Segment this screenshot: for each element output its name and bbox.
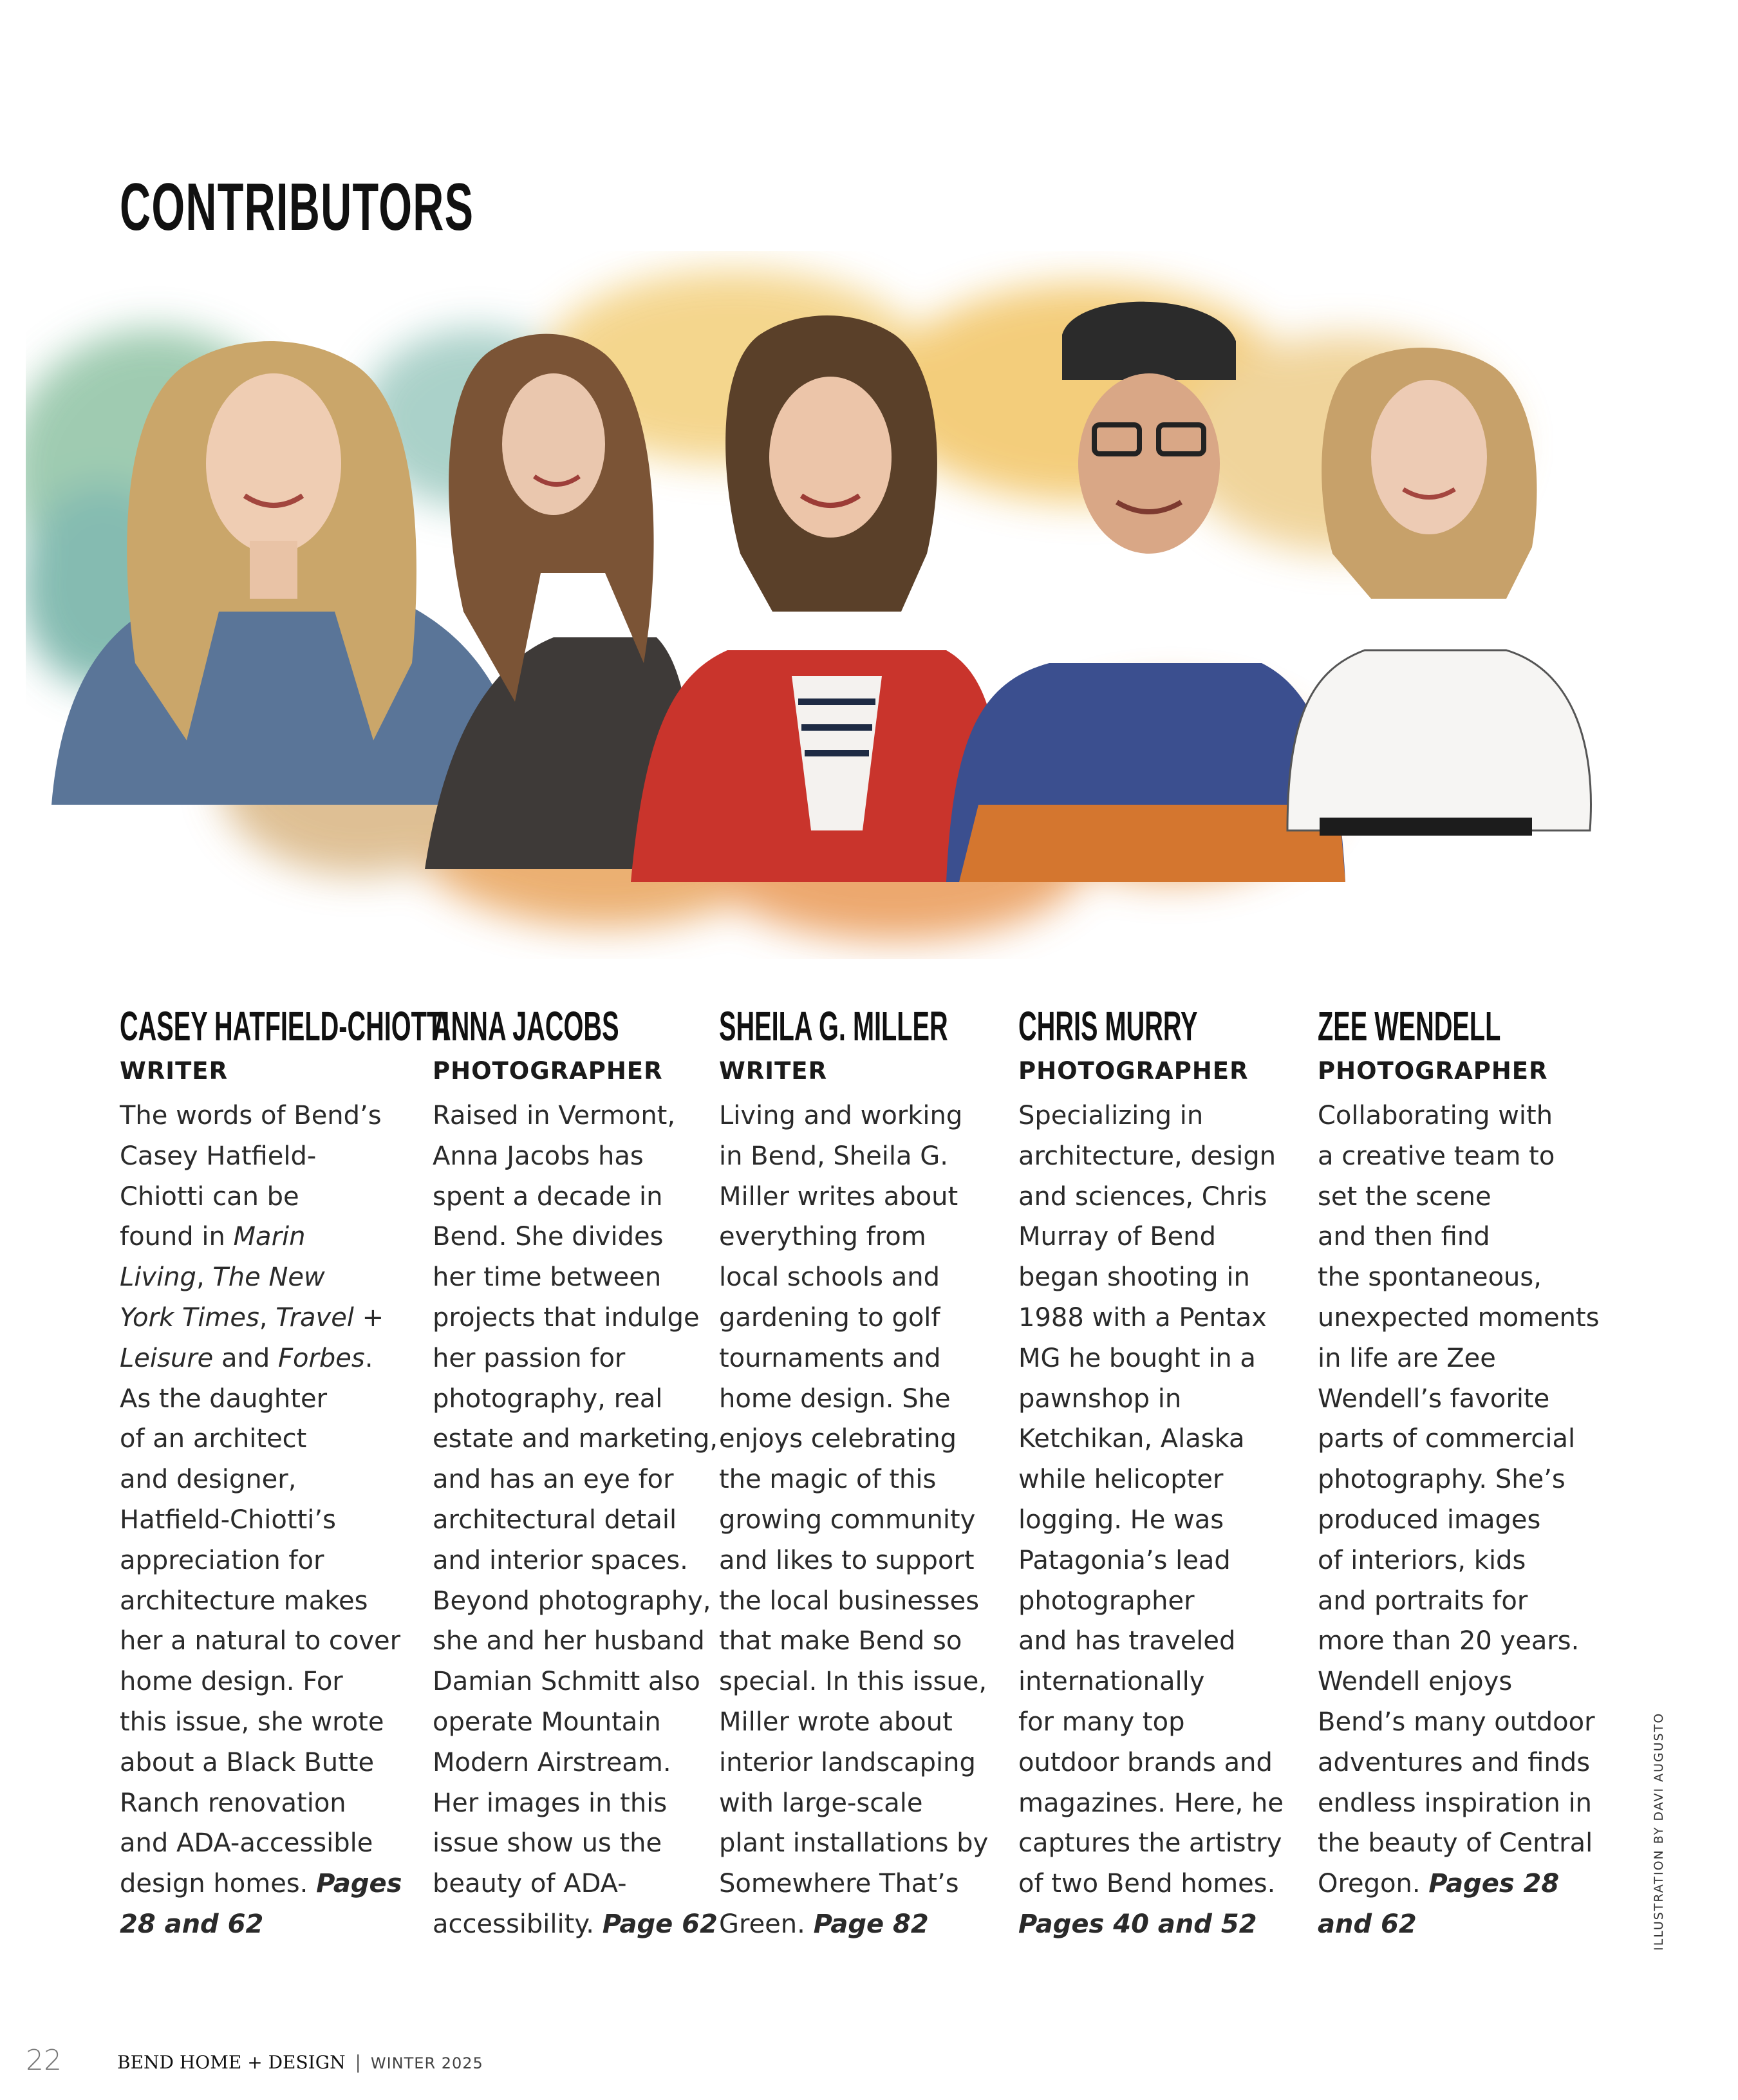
- bio-line: [1018, 1743, 1302, 1783]
- bio-text: Somewhere That’s: [719, 1869, 959, 1899]
- bio-line: [433, 1379, 716, 1420]
- contributor-bio: [1018, 1096, 1302, 1945]
- bio-line: [433, 1621, 716, 1662]
- publication-line: [117, 2052, 483, 2073]
- bio-line: [120, 1823, 403, 1864]
- bio-line: [120, 1177, 403, 1217]
- page-reference: Page 62: [602, 1909, 718, 1939]
- bio-text: design homes.: [120, 1869, 317, 1899]
- bio-line: [1018, 1702, 1302, 1743]
- bio-line: [1018, 1136, 1302, 1177]
- bio-line: [1318, 1541, 1601, 1581]
- bio-line: [433, 1298, 716, 1338]
- bio-line: [433, 1864, 716, 1904]
- contributor-role: PHOTOGRAPHER: [433, 1057, 663, 1085]
- contributor-bio: [120, 1096, 403, 1945]
- bio-text: projects that indulge: [433, 1302, 700, 1333]
- bio-text: Anna Jacobs has: [433, 1141, 644, 1171]
- bio-text: Casey Hatfield-: [120, 1141, 317, 1171]
- bio-text: Hatfield-Chiotti’s: [120, 1505, 336, 1535]
- bio-line: [1018, 1500, 1302, 1541]
- bio-text: the spontaneous,: [1318, 1262, 1542, 1293]
- bio-text: in life are Zee: [1318, 1343, 1496, 1373]
- bio-text: Living and working: [719, 1101, 963, 1130]
- bio-line: [1318, 1743, 1601, 1783]
- contributor-role: WRITER: [120, 1057, 229, 1085]
- bio-line: [120, 1864, 403, 1904]
- bio-text: and portraits for: [1318, 1586, 1528, 1616]
- bio-line: [1318, 1621, 1601, 1662]
- bio-text: home design. For: [120, 1667, 343, 1697]
- bio-line: [120, 1338, 403, 1379]
- page-reference: 28 and 62: [120, 1909, 264, 1939]
- bio-text: 1988 with a Pentax: [1018, 1302, 1267, 1333]
- bio-line: [1318, 1177, 1601, 1217]
- bio-line: [1018, 1541, 1302, 1581]
- bio-text: MG he bought in a: [1018, 1343, 1256, 1373]
- bio-line: [719, 1904, 1002, 1945]
- bio-line: [1018, 1823, 1302, 1864]
- bio-line: [719, 1096, 1002, 1136]
- contributors-illustration: [26, 251, 1616, 959]
- bio-line: [719, 1500, 1002, 1541]
- bio-text: the beauty of Central: [1318, 1828, 1593, 1859]
- bio-text: Collaborating with: [1318, 1101, 1553, 1130]
- bio-text: the magic of this: [719, 1465, 937, 1495]
- bio-text: Wendell enjoys: [1318, 1667, 1513, 1697]
- bio-text: and has an eye for: [433, 1465, 674, 1495]
- contributor-name: CASEY HATFIELD-CHIOTTI: [120, 1003, 450, 1049]
- publication-name: BEND HOME + DESIGN: [117, 2052, 346, 2073]
- bio-text: plant installations by: [719, 1828, 989, 1859]
- issue-label: WINTER 2025: [370, 2054, 483, 2072]
- bio-text: interior landscaping: [719, 1747, 976, 1777]
- bio-text: photography. She’s: [1318, 1465, 1565, 1495]
- bio-text: Beyond photography,: [433, 1586, 711, 1616]
- bio-line: [433, 1783, 716, 1824]
- publication-title: York Times: [120, 1302, 259, 1333]
- bio-line: [120, 1217, 403, 1257]
- page-reference: Pages: [316, 1869, 402, 1899]
- bio-text: Wendell’s favorite: [1318, 1383, 1550, 1414]
- bio-line: [1018, 1298, 1302, 1338]
- bio-line: [1318, 1662, 1601, 1702]
- bio-line: [1318, 1823, 1601, 1864]
- bio-text: her passion for: [433, 1343, 626, 1373]
- bio-line: [719, 1621, 1002, 1662]
- bio-text: Specializing in: [1018, 1101, 1204, 1130]
- bio-text: Modern Airstream.: [433, 1747, 671, 1777]
- bio-line: [1018, 1379, 1302, 1420]
- portrait-zee: [1287, 348, 1591, 836]
- bio-text: adventures and finds: [1318, 1747, 1591, 1777]
- bio-line: [1018, 1459, 1302, 1500]
- bio-line: [1018, 1904, 1302, 1945]
- bio-text: endless inspiration in: [1318, 1788, 1593, 1818]
- bio-line: [719, 1581, 1002, 1622]
- bio-text: accessibility.: [433, 1909, 603, 1939]
- bio-text: .: [364, 1343, 373, 1373]
- bio-line: [1318, 1257, 1601, 1298]
- bio-text: everything from: [719, 1222, 926, 1252]
- bio-text: this issue, she wrote: [120, 1707, 384, 1737]
- page-reference: Pages 40 and 52: [1018, 1909, 1257, 1939]
- bio-line: [1018, 1621, 1302, 1662]
- bio-line: [1318, 1298, 1601, 1338]
- bio-text: she and her husband: [433, 1626, 705, 1656]
- contributor-zee: [1318, 1003, 1601, 1945]
- bio-text: ,: [259, 1302, 276, 1333]
- bio-line: [433, 1662, 716, 1702]
- bio-line: [1018, 1338, 1302, 1379]
- bio-line: [1318, 1702, 1601, 1743]
- bio-text: Patagonia’s lead: [1018, 1545, 1231, 1575]
- contributor-bio: [719, 1096, 1002, 1945]
- bio-line: [433, 1177, 716, 1217]
- bio-line: [719, 1257, 1002, 1298]
- bio-text: special. In this issue,: [719, 1667, 987, 1697]
- bio-text: appreciation for: [120, 1545, 324, 1575]
- bio-text: and: [213, 1343, 278, 1373]
- bio-text: architectural detail: [433, 1505, 677, 1535]
- bio-text: ,: [196, 1262, 213, 1293]
- bio-line: [1318, 1338, 1601, 1379]
- bio-line: [1018, 1783, 1302, 1824]
- bio-line: [719, 1459, 1002, 1500]
- bio-text: and ADA-accessible: [120, 1828, 373, 1859]
- bio-text: parts of commercial: [1318, 1424, 1576, 1454]
- bio-text: set the scene: [1318, 1181, 1491, 1212]
- bio-text: and then find: [1318, 1222, 1490, 1252]
- bio-line: [1318, 1904, 1601, 1945]
- publication-title: Forbes: [277, 1343, 365, 1373]
- bio-text: operate Mountain: [433, 1707, 661, 1737]
- page-reference: Page 82: [813, 1909, 929, 1939]
- bio-text: produced images: [1318, 1505, 1541, 1535]
- bio-text: spent a decade in: [433, 1181, 663, 1212]
- bio-text: and has traveled: [1018, 1626, 1236, 1656]
- bio-line: [719, 1864, 1002, 1904]
- bio-line: [120, 1419, 403, 1459]
- bio-text: the local businesses: [719, 1586, 980, 1616]
- bio-text: home design. She: [719, 1383, 951, 1414]
- contributor-name: ANNA JACOBS: [433, 1003, 619, 1049]
- page-reference: Pages 28: [1428, 1869, 1560, 1899]
- bio-text: growing community: [719, 1505, 976, 1535]
- publication-title: The New: [212, 1262, 325, 1293]
- bio-line: [120, 1257, 403, 1298]
- bio-line: [1318, 1581, 1601, 1622]
- bio-line: [1318, 1136, 1601, 1177]
- bio-line: [120, 1743, 403, 1783]
- bio-line: [120, 1702, 403, 1743]
- bio-text: issue show us the: [433, 1828, 662, 1859]
- bio-text: photographer: [1018, 1586, 1195, 1616]
- bio-text: Ketchikan, Alaska: [1018, 1424, 1245, 1454]
- bio-line: [1318, 1783, 1601, 1824]
- bio-line: [1018, 1581, 1302, 1622]
- bio-text: internationally: [1018, 1667, 1205, 1697]
- bio-line: [433, 1419, 716, 1459]
- bio-text: for many top: [1018, 1707, 1185, 1737]
- bio-text: estate and marketing,: [433, 1424, 718, 1454]
- bio-text: tournaments and: [719, 1343, 941, 1373]
- bio-text: As the daughter: [120, 1383, 328, 1414]
- bio-text: about a Black Butte: [120, 1747, 375, 1777]
- bio-line: [120, 1298, 403, 1338]
- publication-title: Marin: [233, 1222, 306, 1252]
- contributor-chris: [1018, 1003, 1302, 1945]
- contributor-anna: [433, 1003, 718, 1945]
- contributor-name: SHEILA G. MILLER: [719, 1003, 948, 1049]
- bio-text: her a natural to cover: [120, 1626, 401, 1656]
- bio-line: [120, 1136, 403, 1177]
- bio-line: [120, 1783, 403, 1824]
- bio-text: began shooting in: [1018, 1262, 1250, 1293]
- bio-text: enjoys celebrating: [719, 1424, 957, 1454]
- bio-line: [120, 1541, 403, 1581]
- bio-line: [433, 1459, 716, 1500]
- bio-text: Raised in Vermont,: [433, 1101, 676, 1130]
- bio-text: in Bend, Sheila G.: [719, 1141, 948, 1171]
- bio-text: magazines. Here, he: [1018, 1788, 1284, 1818]
- bio-text: Miller writes about: [719, 1181, 958, 1212]
- bio-text: unexpected moments: [1318, 1302, 1600, 1333]
- publication-title: Living: [120, 1262, 196, 1293]
- bio-text: Bend. She divides: [433, 1222, 664, 1252]
- bio-line: [1318, 1379, 1601, 1420]
- contributor-role: PHOTOGRAPHER: [1318, 1057, 1548, 1085]
- publication-title: Travel +: [276, 1302, 384, 1333]
- bio-text: Miller wrote about: [719, 1707, 953, 1737]
- bio-text: of an architect: [120, 1424, 307, 1454]
- bio-text: while helicopter: [1018, 1465, 1224, 1495]
- bio-line: [433, 1743, 716, 1783]
- bio-text: outdoor brands and: [1018, 1747, 1273, 1777]
- bio-line: [433, 1823, 716, 1864]
- bio-line: [433, 1581, 716, 1622]
- contributor-name: CHRIS MURRY: [1018, 1003, 1198, 1049]
- bio-line: [120, 1459, 403, 1500]
- bio-text: beauty of ADA-: [433, 1869, 627, 1899]
- bio-line: [433, 1257, 716, 1298]
- contributor-bio: [433, 1096, 716, 1945]
- bio-text: The words of Bend’s: [120, 1101, 382, 1130]
- bio-text: that make Bend so: [719, 1626, 962, 1656]
- bio-text: pawnshop in: [1018, 1383, 1182, 1414]
- bio-text: and sciences, Chris: [1018, 1181, 1267, 1212]
- illustration-credit: ILLUSTRATION BY DAVI AUGUSTO: [1652, 1712, 1666, 1951]
- bio-text: more than 20 years.: [1318, 1626, 1580, 1656]
- bio-line: [1318, 1864, 1601, 1904]
- bio-line: [120, 1581, 403, 1622]
- bio-text: Murray of Bend: [1018, 1222, 1217, 1252]
- page-number: 22: [26, 2044, 62, 2077]
- bio-line: [1018, 1217, 1302, 1257]
- bio-line: [433, 1217, 716, 1257]
- bio-line: [719, 1379, 1002, 1420]
- bio-line: [1018, 1419, 1302, 1459]
- bio-line: [433, 1500, 716, 1541]
- bio-text: captures the artistry: [1018, 1828, 1282, 1859]
- bio-line: [1018, 1257, 1302, 1298]
- publication-title: Leisure: [120, 1343, 214, 1373]
- bio-text: local schools and: [719, 1262, 940, 1293]
- bio-text: of two Bend homes.: [1018, 1869, 1276, 1899]
- contributor-role: PHOTOGRAPHER: [1018, 1057, 1249, 1085]
- bio-line: [719, 1662, 1002, 1702]
- bio-line: [1318, 1500, 1601, 1541]
- bio-line: [433, 1136, 716, 1177]
- bio-line: [719, 1541, 1002, 1581]
- bio-line: [120, 1621, 403, 1662]
- bio-line: [1018, 1096, 1302, 1136]
- bio-text: Green.: [719, 1909, 814, 1939]
- bio-text: Bend’s many outdoor: [1318, 1707, 1595, 1737]
- bio-text: and interior spaces.: [433, 1545, 688, 1575]
- bio-line: [433, 1702, 716, 1743]
- bio-line: [719, 1136, 1002, 1177]
- bio-line: [1318, 1096, 1601, 1136]
- bio-text: Ranch renovation: [120, 1788, 346, 1818]
- bio-text: Oregon.: [1318, 1869, 1429, 1899]
- bio-line: [433, 1338, 716, 1379]
- bio-line: [120, 1379, 403, 1420]
- bio-line: [719, 1338, 1002, 1379]
- contributor-role: WRITER: [719, 1057, 828, 1085]
- bio-text: architecture, design: [1018, 1141, 1276, 1171]
- bio-text: found in: [120, 1222, 234, 1252]
- bio-line: [719, 1743, 1002, 1783]
- bio-line: [1318, 1459, 1601, 1500]
- bio-line: [1318, 1217, 1601, 1257]
- bio-line: [719, 1217, 1002, 1257]
- bio-text: Damian Schmitt also: [433, 1667, 700, 1697]
- contributor-sheila: [719, 1003, 1002, 1945]
- bio-text: and likes to support: [719, 1545, 975, 1575]
- bio-text: with large-scale: [719, 1788, 923, 1818]
- bio-line: [719, 1298, 1002, 1338]
- bio-text: architecture makes: [120, 1586, 368, 1616]
- bio-text: a creative team to: [1318, 1141, 1555, 1171]
- bio-line: [433, 1541, 716, 1581]
- bio-line: [120, 1662, 403, 1702]
- bio-line: [433, 1904, 716, 1945]
- bio-line: [1018, 1177, 1302, 1217]
- bio-line: [719, 1177, 1002, 1217]
- bio-line: [719, 1783, 1002, 1824]
- bio-text: and designer,: [120, 1465, 297, 1495]
- page-title: CONTRIBUTORS: [120, 170, 474, 245]
- bio-line: [1018, 1864, 1302, 1904]
- bio-text: Her images in this: [433, 1788, 668, 1818]
- bio-line: [1318, 1419, 1601, 1459]
- contributor-name: ZEE WENDELL: [1318, 1003, 1501, 1049]
- bio-line: [719, 1419, 1002, 1459]
- bio-line: [433, 1096, 716, 1136]
- bio-text: Chiotti can be: [120, 1181, 299, 1212]
- bio-line: [719, 1702, 1002, 1743]
- bio-line: [719, 1823, 1002, 1864]
- bio-line: [120, 1096, 403, 1136]
- bio-text: of interiors, kids: [1318, 1545, 1526, 1575]
- page-reference: and 62: [1318, 1909, 1417, 1939]
- bio-line: [120, 1904, 403, 1945]
- bio-text: her time between: [433, 1262, 662, 1293]
- bio-text: gardening to golf: [719, 1302, 940, 1333]
- bio-text: photography, real: [433, 1383, 663, 1414]
- contributor-casey: [120, 1003, 450, 1945]
- bio-line: [1018, 1662, 1302, 1702]
- footer-separator: |: [355, 2052, 361, 2073]
- bio-line: [120, 1500, 403, 1541]
- bio-text: logging. He was: [1018, 1505, 1224, 1535]
- contributor-bio: [1318, 1096, 1601, 1945]
